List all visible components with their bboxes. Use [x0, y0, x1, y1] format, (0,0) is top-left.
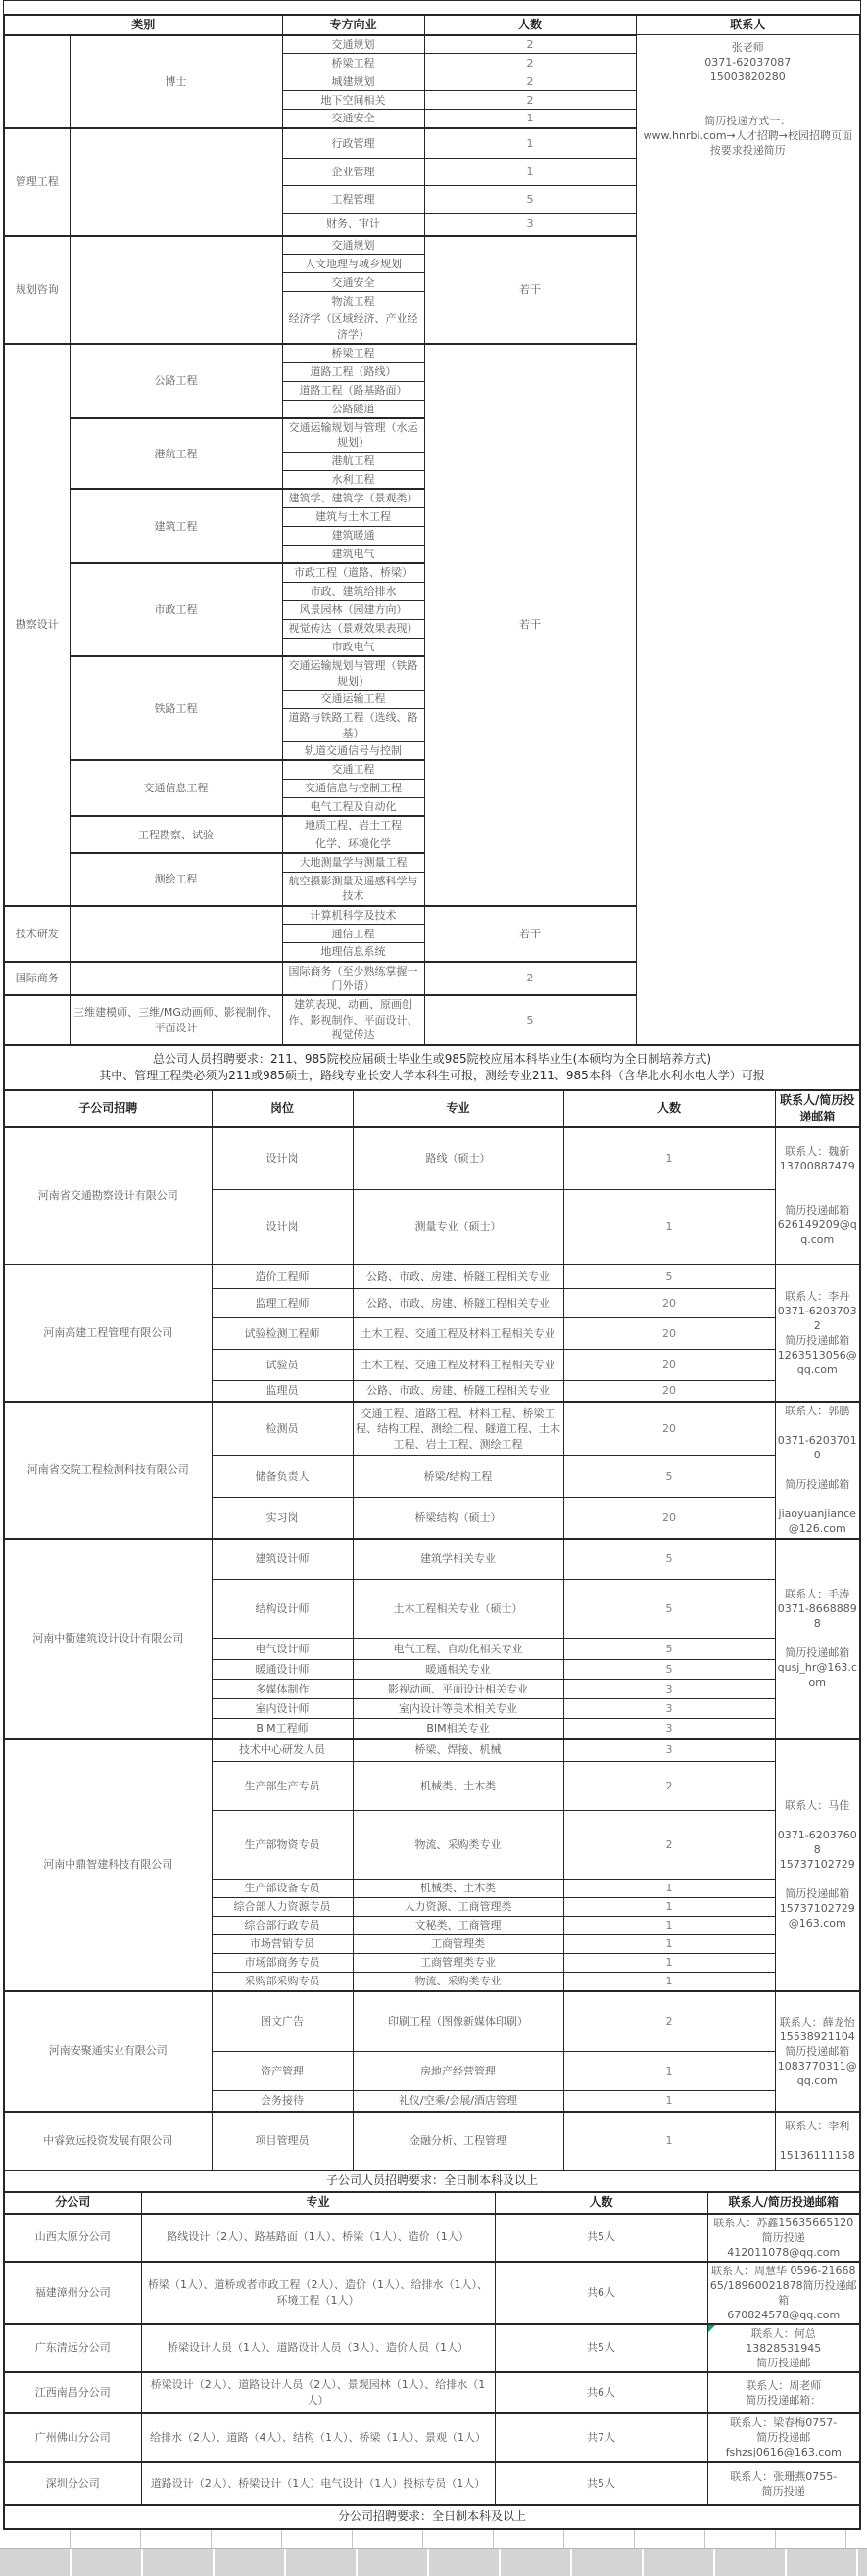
branch-name-cell: 深圳分公司 [4, 2462, 141, 2505]
text-line: 联系人：张珊燕0755- [730, 2469, 838, 2483]
t1-header-category: 类别 [4, 15, 282, 35]
major-cell: 桥梁工程 [282, 344, 424, 362]
job-major-cell: 人力资源、工商管理类 [353, 1898, 563, 1917]
count-cell: 若干 [424, 906, 636, 962]
text-line: 简历投递 [761, 2484, 805, 2498]
major-cell: 物流工程 [282, 292, 424, 310]
subcategory-cell: 建筑工程 [70, 489, 282, 563]
job-major-cell: 桥梁/结构工程 [353, 1456, 563, 1498]
branch-count-cell: 共5人 [495, 2462, 707, 2505]
major-cell: 交通运输规划与管理（水运规划） [282, 418, 424, 452]
text-line [778, 2133, 858, 2148]
count-cell: 2 [424, 54, 636, 72]
subcategory-cell [70, 962, 282, 996]
text-line [778, 1188, 858, 1203]
job-title-cell: 图文广告 [212, 1991, 353, 2052]
major-cell: 道路工程（路基路面） [282, 381, 424, 400]
text-line: 按要求投递简历 [709, 144, 786, 158]
company-contact-cell [775, 1127, 860, 1264]
major-cell: 建筑暖通 [282, 526, 424, 545]
job-title-cell: 采购部采购专员 [212, 1973, 353, 1991]
job-major-cell: 电气工程、自动化相关专业 [353, 1639, 563, 1660]
job-count-cell: 20 [563, 1402, 775, 1456]
major-cell: 人文地理与城乡规划 [282, 255, 424, 273]
t2-header-4: 联系人/简历投递邮箱 [775, 1090, 860, 1127]
company-contact-cell [775, 1402, 860, 1539]
major-cell: 交通安全 [282, 110, 424, 128]
job-title-cell: 综合部人力资源专员 [212, 1898, 353, 1917]
job-major-cell: 文秘类、工商管理 [353, 1917, 563, 1935]
job-title-cell: 室内设计师 [212, 1699, 353, 1719]
branch-name-cell: 山西太原分公司 [4, 2214, 141, 2262]
subcategory-cell: 市政工程 [70, 563, 282, 656]
job-title-cell: BIM工程师 [212, 1719, 353, 1739]
job-count-cell: 20 [563, 1498, 775, 1539]
major-cell: 交通规划 [282, 35, 424, 54]
t2-header-1: 岗位 [212, 1090, 353, 1127]
count-cell: 若干 [424, 236, 636, 344]
text-line: 简历投递 [761, 2230, 805, 2244]
branch-count-cell: 共6人 [495, 2262, 707, 2324]
text-line: 联系人：梁春梅0757- [730, 2416, 838, 2430]
major-cell: 电气工程及自动化 [282, 797, 424, 816]
major-cell: 道路与铁路工程（选线、路基） [282, 709, 424, 742]
subcategory-cell: 博士 [70, 35, 282, 128]
job-title-cell: 检测员 [212, 1402, 353, 1456]
job-title-cell: 监理工程师 [212, 1289, 353, 1318]
text-line: 其中、管理工程类必须为211或985硕士，路线专业长安大学本科生可报，测绘专业211、985本科（含华北水利水电大学）可报 [99, 1068, 765, 1082]
job-count-cell: 2 [563, 1762, 775, 1811]
t2-header-3: 人数 [563, 1090, 775, 1127]
job-title-cell: 试验员 [212, 1350, 353, 1381]
text-line: 联系人：李丹 [785, 1289, 850, 1303]
job-major-cell: 建筑学相关专业 [353, 1539, 563, 1580]
job-count-cell: 3 [563, 1699, 775, 1719]
job-count-cell: 5 [563, 1580, 775, 1639]
job-count-cell: 3 [563, 1719, 775, 1739]
major-cell: 城建规划 [282, 72, 424, 91]
major-cell: 工程管理 [282, 186, 424, 214]
branch-contact-cell [707, 2413, 860, 2462]
count-cell: 2 [424, 962, 636, 996]
job-count-cell: 1 [563, 2091, 775, 2112]
subcategory-cell: 三维建模师、三维/MG动画师、影视制作、平面设计 [70, 995, 282, 1044]
category-cell: 技术研发 [4, 906, 70, 962]
job-count-cell: 1 [563, 1954, 775, 1973]
major-cell: 轨道交通信号与控制 [282, 741, 424, 760]
text-line [778, 1173, 858, 1188]
text-line [778, 1813, 858, 1828]
major-cell: 财务、审计 [282, 214, 424, 236]
sheet-bottom-gray-band [0, 2549, 867, 2576]
job-title-cell: 电气设计师 [212, 1639, 353, 1660]
major-cell: 建筑电气 [282, 545, 424, 563]
text-line [778, 1872, 858, 1886]
job-title-cell: 设计岗 [212, 1127, 353, 1190]
branch-contact-cell [707, 2214, 860, 2262]
job-count-cell: 2 [563, 1991, 775, 2052]
job-count-cell: 1 [563, 1190, 775, 1264]
company-name-cell: 河南中衢建筑设计设计有限公司 [4, 1539, 212, 1739]
subsidiary-recruitment-table [3, 1089, 861, 2193]
text-line: 15538921104 [779, 2029, 855, 2043]
count-cell: 5 [424, 186, 636, 214]
text-line [778, 1462, 858, 1477]
major-cell: 建筑表现、动画、原画创作、影视制作、平面设计、视觉传达 [282, 995, 424, 1044]
text-line: 1083770311@qq.com [777, 2059, 857, 2087]
branch-contact-cell [707, 2462, 860, 2505]
job-title-cell: 多媒体制作 [212, 1680, 353, 1699]
major-cell: 道路工程（路线） [282, 362, 424, 381]
job-major-cell: BIM相关专业 [353, 1719, 563, 1739]
t2-requirement-note: 子公司人员招聘要求：全日制本科及以上 [4, 2171, 860, 2192]
count-cell: 若干 [424, 344, 636, 906]
company-contact-cell [775, 1264, 860, 1402]
empty-spreadsheet-row [0, 2530, 867, 2549]
count-cell: 5 [424, 995, 636, 1044]
text-line: 简历投递邮箱 [785, 1478, 850, 1492]
branch-count-cell: 共7人 [495, 2413, 707, 2462]
major-cell: 地质工程、岩土工程 [282, 816, 424, 835]
t1-header-major: 专方向业 [282, 15, 424, 35]
category-cell: 规划咨询 [4, 236, 70, 344]
text-line: 简历投递方式一： [704, 115, 792, 128]
job-major-cell: 物流、采购类专业 [353, 1811, 563, 1880]
job-major-cell: 房地产经营管理 [353, 2052, 563, 2091]
major-cell: 地下空间相关 [282, 91, 424, 110]
job-major-cell: 测量专业（硕士） [353, 1190, 563, 1264]
major-cell: 水利工程 [282, 470, 424, 489]
subcategory-cell: 测绘工程 [70, 853, 282, 905]
branch-name-cell: 广州佛山分公司 [4, 2413, 141, 2462]
subcategory-cell: 交通信息工程 [70, 760, 282, 816]
company-contact-cell [775, 2112, 860, 2171]
subcategory-cell [70, 128, 282, 236]
job-major-cell: 公路、市政、房建、桥隧工程相关专业 [353, 1264, 563, 1289]
text-line: qusj_hr@163.com [777, 1661, 857, 1690]
major-cell: 化学、环境化学 [282, 835, 424, 853]
major-cell: 通信工程 [282, 925, 424, 943]
branch-contact-cell [707, 2372, 860, 2413]
category-cell [4, 35, 70, 128]
job-major-cell: 工商管理类 [353, 1935, 563, 1954]
job-major-cell: 机械类、土木类 [353, 1762, 563, 1811]
t3-header-2: 人数 [495, 2192, 707, 2214]
job-major-cell: 路线（硕士） [353, 1127, 563, 1190]
job-count-cell: 3 [563, 1680, 775, 1699]
major-cell: 视觉传达（景观效果表现） [282, 619, 424, 638]
company-name-cell: 河南中鼎智建科技有限公司 [4, 1739, 212, 1991]
t1-header-count: 人数 [424, 15, 636, 35]
company-name-cell: 河南省交通勘察设计有限公司 [4, 1127, 212, 1264]
subcategory-cell [70, 906, 282, 962]
job-major-cell: 机械类、土木类 [353, 1880, 563, 1898]
job-title-cell: 建筑设计师 [212, 1539, 353, 1580]
job-title-cell: 试验检测工程师 [212, 1318, 353, 1350]
job-major-cell: 交通工程、道路工程、材料工程、桥梁工程、结构工程、测绘工程、隧道工程、土木工程、岩土工程、测绘工程 [353, 1402, 563, 1456]
company-name-cell: 中睿致远投资发展有限公司 [4, 2112, 212, 2171]
job-count-cell: 1 [563, 1935, 775, 1954]
text-line: 626149209@qq.com [777, 1218, 857, 1247]
text-line: 0371-62037010 [777, 1434, 857, 1462]
job-title-cell: 暖通设计师 [212, 1660, 353, 1680]
branch-majors-cell: 桥梁设计人员（1人）、道路设计人员（3人）、造价人员（1人） [141, 2324, 495, 2372]
subsidiary-table-body [4, 1090, 860, 2192]
company-contact-cell [775, 1539, 860, 1739]
text-line: 简历投递邮箱 [785, 1887, 850, 1901]
job-count-cell: 20 [563, 1381, 775, 1402]
t3-header-0: 分公司 [4, 2192, 141, 2214]
major-cell: 风景园林（园建方向） [282, 600, 424, 619]
job-count-cell: 20 [563, 1289, 775, 1318]
text-line: 13700887479 [779, 1160, 855, 1173]
branch-recruitment-table [3, 2191, 861, 2530]
category-cell [4, 995, 70, 1044]
text-line: 1263513056@qq.com [777, 1348, 857, 1376]
company-name-cell: 河南安聚通实业有限公司 [4, 1991, 212, 2112]
major-cell: 市政、建筑给排水 [282, 582, 424, 600]
job-title-cell: 生产部生产专员 [212, 1762, 353, 1811]
count-cell: 1 [424, 159, 636, 186]
text-line: 15737102729 [779, 1858, 855, 1872]
text-line: 简历投递邮箱 [785, 2044, 850, 2058]
branch-count-cell: 共5人 [495, 2214, 707, 2262]
category-cell: 勘察设计 [4, 344, 70, 906]
text-line [778, 1492, 858, 1506]
job-count-cell: 5 [563, 1456, 775, 1498]
head-office-recruitment-table [3, 14, 861, 1091]
job-count-cell: 5 [563, 1639, 775, 1660]
text-line [778, 1631, 858, 1646]
text-line: 0371-62037032 [777, 1304, 857, 1332]
text-line: 联系人：魏新 [785, 1145, 850, 1159]
major-cell: 计算机科学及技术 [282, 906, 424, 925]
text-line: 联系人：马佳 [785, 1799, 850, 1813]
major-cell: 建筑与土木工程 [282, 507, 424, 526]
branch-name-cell: 江西南昌分公司 [4, 2372, 141, 2413]
text-line: 总公司人员招聘要求：211、985院校应届硕士毕业生或985院校应届本科毕业生(本硕均为全日制培养方式) [152, 1051, 712, 1066]
text-line: www.hnrbi.com→人才招聘→校园招聘页面 [643, 129, 852, 143]
branch-majors-cell: 桥梁设计（2人）、道路设计人员（2人）、景观园林（1人）、给排水（1人） [141, 2372, 495, 2413]
major-cell: 桥梁工程 [282, 54, 424, 72]
job-count-cell: 2 [563, 1811, 775, 1880]
job-major-cell: 土木工程、交通工程及材料工程相关专业 [353, 1350, 563, 1381]
branch-majors-cell: 给排水（2人）、道路（4人）、结构（1人）、桥梁（1人）、景观（1人） [141, 2413, 495, 2462]
major-cell: 国际商务（至少熟练掌握一门外语） [282, 962, 424, 996]
text-line: 15003820280 [709, 71, 786, 84]
job-count-cell: 1 [563, 1127, 775, 1190]
text-line [639, 84, 858, 99]
t3-header-1: 专业 [141, 2192, 495, 2214]
text-line: 张老师 [731, 41, 764, 55]
job-title-cell: 市场部商务专员 [212, 1954, 353, 1973]
major-cell: 航空摄影测量及遥感科学与技术 [282, 872, 424, 905]
subcategory-cell: 港航工程 [70, 418, 282, 489]
branch-name-cell: 福建漳州分公司 [4, 2262, 141, 2324]
job-title-cell: 结构设计师 [212, 1580, 353, 1639]
count-cell: 3 [424, 214, 636, 236]
t2-header-0: 子公司招聘 [4, 1090, 212, 1127]
major-cell: 建筑学、建筑学（景观类） [282, 489, 424, 507]
major-cell: 交通工程 [282, 760, 424, 779]
t1-requirement-note [4, 1045, 860, 1090]
subcategory-cell: 公路工程 [70, 344, 282, 418]
count-cell: 1 [424, 128, 636, 159]
job-major-cell: 礼仪/空乘/会展/酒店管理 [353, 2091, 563, 2112]
major-cell: 公路隧道 [282, 400, 424, 418]
text-line: 联系人：周慧华 0596-2166865/18960021878简历投递邮箱 [709, 2264, 857, 2307]
category-cell: 管理工程 [4, 128, 70, 236]
company-name-cell: 河南高建工程管理有限公司 [4, 1264, 212, 1402]
text-line: 0371-62037087 [704, 56, 792, 70]
job-title-cell: 市场营销专员 [212, 1935, 353, 1954]
job-major-cell: 金融分析、工程管理 [353, 2112, 563, 2171]
job-title-cell: 项目管理员 [212, 2112, 353, 2171]
job-count-cell: 1 [563, 2052, 775, 2091]
job-title-cell: 造价工程师 [212, 1264, 353, 1289]
job-count-cell: 5 [563, 1539, 775, 1580]
major-cell: 大地测量学与测量工程 [282, 853, 424, 872]
branch-count-cell: 共6人 [495, 2372, 707, 2413]
branch-contact-cell [707, 2262, 860, 2324]
cutoff-empty-row [3, 0, 861, 14]
job-major-cell: 公路、市政、房建、桥隧工程相关专业 [353, 1381, 563, 1402]
job-title-cell: 技术中心研发人员 [212, 1739, 353, 1762]
text-line: 15136111158 [779, 2149, 855, 2163]
job-title-cell: 设计岗 [212, 1190, 353, 1264]
major-cell: 交通安全 [282, 273, 424, 292]
t1-header-contact: 联系人 [636, 15, 860, 35]
job-title-cell: 综合部行政专员 [212, 1917, 353, 1935]
text-line: 简历投递邮 [756, 2431, 811, 2445]
job-title-cell: 监理员 [212, 1381, 353, 1402]
job-count-cell: 5 [563, 1264, 775, 1289]
job-major-cell: 桥梁结构（硕士） [353, 1498, 563, 1539]
company-contact-cell [775, 1739, 860, 1991]
contact-cell [636, 35, 860, 1045]
major-cell: 经济学（区域经济、产业经济学） [282, 310, 424, 344]
text-line: jiaoyuanjiance@126.com [778, 1507, 856, 1536]
job-count-cell: 1 [563, 1917, 775, 1935]
branch-majors-cell: 道路设计（2人）、桥梁设计（1人）电气设计（1人）投标专员（1人） [141, 2462, 495, 2505]
subcategory-cell: 工程勘察、试验 [70, 816, 282, 853]
text-line: 简历投递邮 [756, 2356, 811, 2369]
text-line: 联系人：苏鑫15635665120 [713, 2216, 854, 2229]
count-cell: 1 [424, 110, 636, 128]
job-major-cell: 印刷工程（图像新媒体印刷） [353, 1991, 563, 2052]
job-title-cell: 实习岗 [212, 1498, 353, 1539]
text-line: 简历投递邮箱 [785, 1333, 850, 1347]
text-line: 670824578@qq.com [727, 2308, 841, 2321]
job-title-cell: 会务接待 [212, 2091, 353, 2112]
subcategory-cell: 铁路工程 [70, 656, 282, 760]
major-cell: 交通规划 [282, 236, 424, 255]
branch-name-cell: 广东清远分公司 [4, 2324, 141, 2372]
job-title-cell: 储备负责人 [212, 1456, 353, 1498]
text-line: 13828531945 [746, 2341, 822, 2355]
major-cell: 交通信息与控制工程 [282, 779, 424, 797]
job-title-cell: 资产管理 [212, 2052, 353, 2091]
category-cell: 国际商务 [4, 962, 70, 996]
job-title-cell: 生产部物资专员 [212, 1811, 353, 1880]
major-cell: 交通运输工程 [282, 691, 424, 709]
text-line [639, 99, 858, 114]
job-major-cell: 桥梁、焊接、机械 [353, 1739, 563, 1762]
text-line: 简历投递邮箱 [785, 1646, 850, 1660]
job-major-cell: 暖通相关专业 [353, 1660, 563, 1680]
text-line: 联系人：李利 [785, 2120, 850, 2133]
job-count-cell: 3 [563, 1739, 775, 1762]
job-count-cell: 1 [563, 2112, 775, 2171]
major-cell: 行政管理 [282, 128, 424, 159]
text-line: 15737102729@163.com [779, 1902, 855, 1931]
subcategory-cell [70, 236, 282, 344]
text-line: 联系人：郭鹏 [785, 1405, 850, 1418]
job-count-cell: 20 [563, 1350, 775, 1381]
branch-majors-cell: 桥梁（1人）、道桥或者市政工程（2人）、造价（1人）、给排水（1人）、环境工程（1人） [141, 2262, 495, 2324]
major-cell: 企业管理 [282, 159, 424, 186]
branch-count-cell: 共5人 [495, 2324, 707, 2372]
text-line: 0371-86688898 [777, 1602, 857, 1631]
job-major-cell: 公路、市政、房建、桥隧工程相关专业 [353, 1289, 563, 1318]
company-name-cell: 河南省交院工程检测科技有限公司 [4, 1402, 212, 1539]
text-line: 联系人：薛龙怡 [779, 2015, 855, 2028]
text-line: fshzsj0616@163.com [725, 2446, 842, 2459]
major-cell: 港航工程 [282, 452, 424, 470]
job-count-cell: 20 [563, 1318, 775, 1350]
comment-marker-triangle [708, 2325, 715, 2332]
job-title-cell: 生产部设备专员 [212, 1880, 353, 1898]
major-cell: 市政工程（道路、桥梁） [282, 563, 424, 582]
text-line: 简历投递邮箱： [746, 2393, 822, 2407]
branch-table-body [4, 2192, 860, 2529]
count-cell: 2 [424, 91, 636, 110]
job-count-cell: 1 [563, 1898, 775, 1917]
job-major-cell: 工商管理类专业 [353, 1954, 563, 1973]
text-line: 联系人：何总 [750, 2326, 816, 2340]
company-contact-cell [775, 1991, 860, 2112]
t2-header-2: 专业 [353, 1090, 563, 1127]
job-count-cell: 5 [563, 1660, 775, 1680]
text-line [778, 1418, 858, 1433]
job-count-cell: 1 [563, 1880, 775, 1898]
head-office-table-body [4, 15, 860, 1090]
job-count-cell: 1 [563, 1973, 775, 1991]
major-cell: 交通运输规划与管理（铁路规划） [282, 656, 424, 690]
text-line: 联系人：周老师 [746, 2378, 822, 2392]
t3-header-3: 联系人/简历投递邮箱 [707, 2192, 860, 2214]
text-line: 联系人：毛涛 [785, 1588, 850, 1601]
major-cell: 市政电气 [282, 638, 424, 656]
text-line: 简历投递邮箱 [785, 1204, 850, 1217]
job-major-cell: 物流、采购类专业 [353, 1973, 563, 1991]
branch-majors-cell: 路线设计（2人）、路基路面（1人）、桥梁（1人）、造价（1人） [141, 2214, 495, 2262]
major-cell: 地理信息系统 [282, 943, 424, 962]
branch-contact-cell [707, 2324, 860, 2372]
job-major-cell: 室内设计等美术相关专业 [353, 1699, 563, 1719]
job-major-cell: 土木工程、交通工程及材料工程相关专业 [353, 1318, 563, 1350]
t3-requirement-note: 分公司招聘要求：全日制本科及以上 [4, 2505, 860, 2529]
text-line: 412011078@qq.com [727, 2245, 841, 2259]
count-cell: 2 [424, 72, 636, 91]
job-major-cell: 土木工程相关专业（硕士） [353, 1580, 563, 1639]
text-line: 0371-62037608 [777, 1829, 857, 1857]
job-major-cell: 影视动画、平面设计相关专业 [353, 1680, 563, 1699]
count-cell: 2 [424, 35, 636, 54]
